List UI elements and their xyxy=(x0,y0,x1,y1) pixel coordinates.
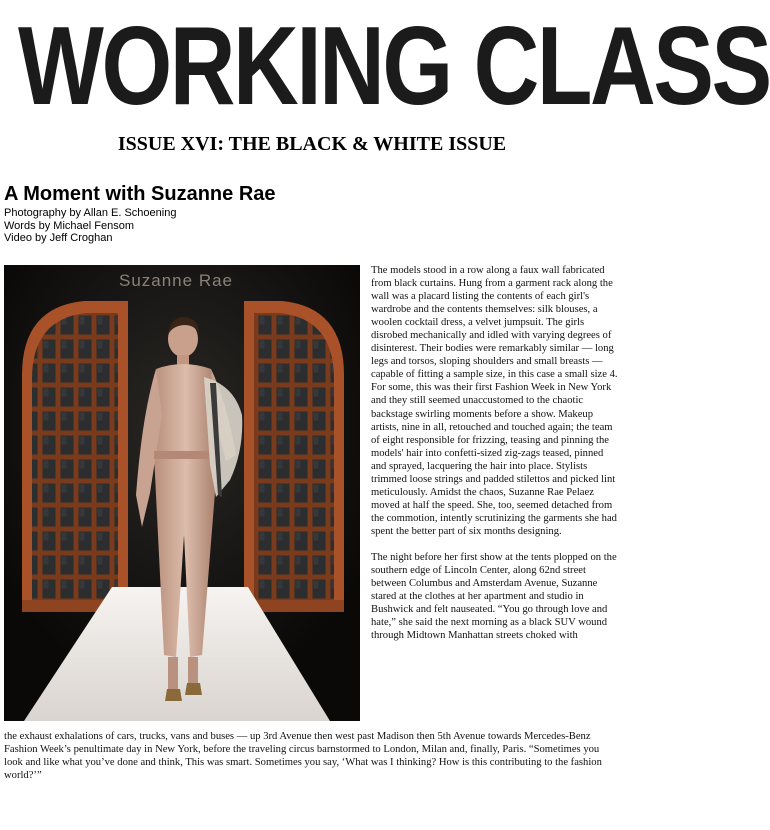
credit-words: Words by Michael Fensom xyxy=(4,219,135,232)
article-body-full-width xyxy=(4,730,618,782)
article-title: A Moment with Suzanne Rae xyxy=(4,183,276,205)
left-door xyxy=(22,301,128,612)
paragraph-2-part-2: the exhaust exhalations of cars, trucks, vans and buses — up 3rd Avenue then west past Madison then 5th Avenue towards Mercedes-Benz Fashion Week’s penultimate day in New York, before the traveling circus barnstormed to London, Milan and, finally, Paris. “Sometimes you look and like what you’ve done and think, This was smart. Sometimes you say, ‘What was I thinking? How is this contributing to the fashion world?’” xyxy=(4,731,602,782)
issue-heading: ISSUE XVI: THE BLACK & WHITE ISSUE xyxy=(117,133,507,155)
paragraph-2-part-1: The night before her first show at the tents plopped on the southern edge of Lincoln Center, along 62nd street between Columbus and Amsterdam Avenue, Suzanne stared at the clothes at her apartment and studio in Bushwick and felt nauseated. “You go through love and hate,” she said the next morning as a black SUV wound through Midtown Manhattan streets choked with xyxy=(371,551,617,642)
credit-video: Video by Jeff Croghan xyxy=(4,232,113,244)
runway-photo xyxy=(4,265,360,721)
article-credits xyxy=(4,207,176,245)
masthead-logo: WORKING CLASS xyxy=(18,4,770,128)
photo-sign-text: Suzanne Rae xyxy=(118,271,234,290)
paragraph-1: The models stood in a row along a faux wall fabricated from black curtains. Hung from a garment rack along the wall was a placard listing the contents of each girl's wardrobe and the contents themselves: silk blouses, a woolen cocktail dress, a velvet jumpsuit. The girls disrobed mechanically and idled with varying degrees of disinterest. Their bodies were remarkably similar — long legs and torsos, sloping shoulders and small breasts — capable of fitting a sample size, in this case a small size 4. For some, this was their first Fashion Week in New York and they still seemed unaccustomed to the chaotic backstage swirling moments before a show. Makeup artists, nine in all, retouched and touched again; the team of eight responsible for frizzing, teasing and pinning the models' hair into confetti-sized zig-zags teased, pinned and sprayed, lacquering the hair into place. Stylists trimmed loose strings and padded stilettos and picked lint meticulously. Amidst the chaos, Suzanne Rae Pelaez moved at half the speed. She, too, seemed detached from the commotion, intently scrutinizing the garments she had spent the better part of six months designing. xyxy=(371,265,618,537)
credit-photography: Photography by Allan E. Schoening xyxy=(4,207,177,219)
right-door xyxy=(244,301,344,612)
article-body-column xyxy=(371,264,619,642)
